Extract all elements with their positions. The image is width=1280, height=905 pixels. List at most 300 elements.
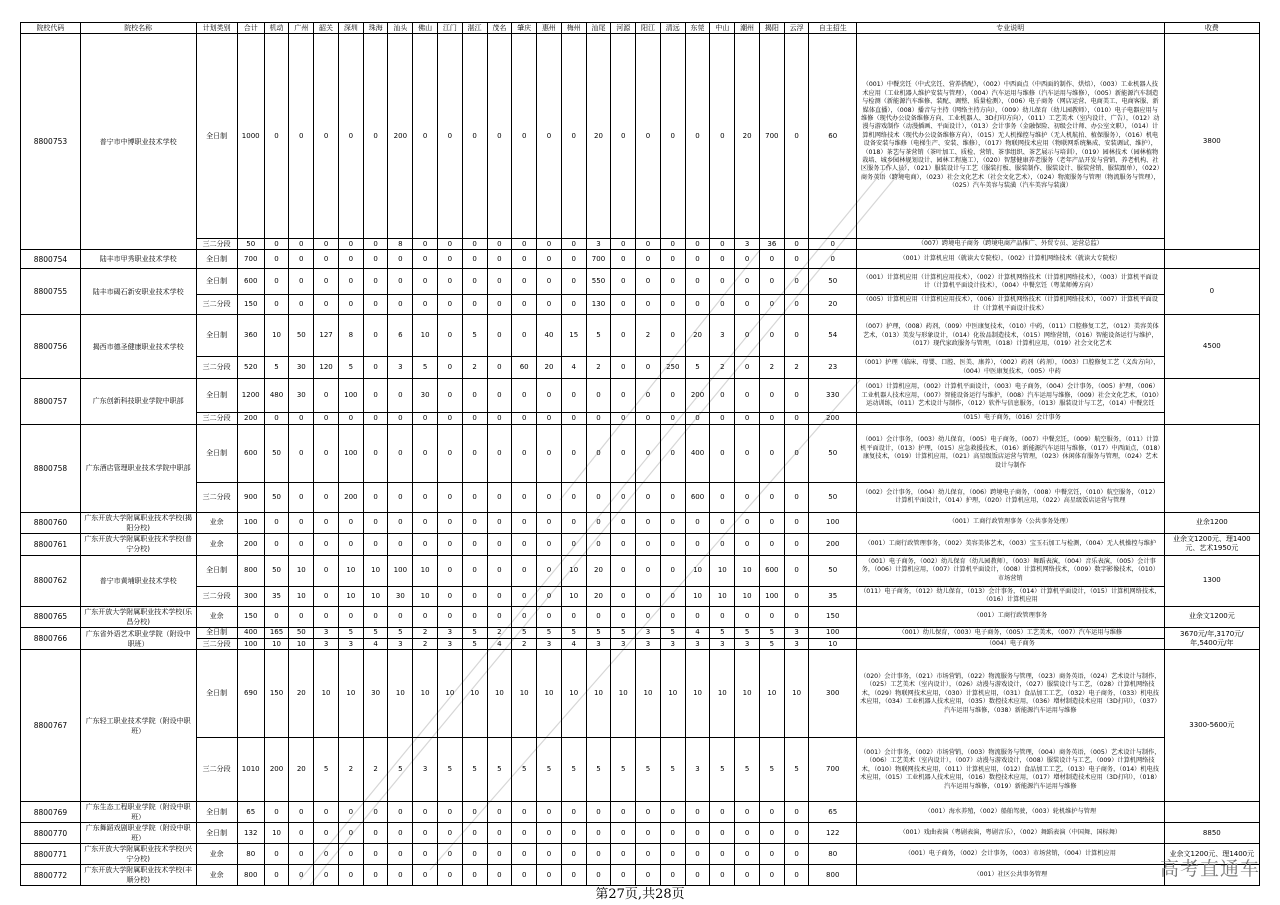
school-code-cell: 8800771 (21, 844, 81, 865)
quota-cell: 480 (264, 379, 289, 413)
school-name-cell: 普宁市中博职业技术学校 (80, 34, 196, 250)
column-header: 汕头 (388, 23, 413, 34)
quota-cell: 10 (413, 315, 438, 357)
quota-cell: 0 (487, 357, 512, 379)
quota-cell: 10 (660, 650, 685, 738)
quota-cell: 0 (363, 512, 388, 533)
quota-cell: 0 (636, 295, 661, 315)
quota-cell: 10 (710, 650, 735, 738)
plan-type-cell: 三二分段 (196, 586, 237, 606)
quota-cell: 2 (512, 639, 537, 650)
fee-cell: 业余文1200元、理1400元、艺术1950元 (1164, 533, 1259, 555)
table-row (21, 533, 1260, 555)
quota-cell: 700 (809, 738, 856, 802)
quota-cell: 0 (462, 844, 487, 865)
quota-cell: 0 (264, 844, 289, 865)
quota-cell: 0 (735, 250, 760, 269)
quota-cell: 10 (363, 586, 388, 606)
quota-cell: 0 (314, 512, 339, 533)
fee-cell (1164, 250, 1259, 269)
column-header: 计划类别 (196, 23, 237, 34)
column-header: 机动 (264, 23, 289, 34)
quota-cell: 0 (611, 357, 636, 379)
quota-cell: 0 (264, 295, 289, 315)
quota-cell: 0 (611, 512, 636, 533)
quota-cell: 0 (512, 844, 537, 865)
quota-cell: 0 (438, 424, 463, 482)
column-header: 湛江 (462, 23, 487, 34)
quota-cell: 0 (388, 865, 413, 886)
quota-cell: 0 (413, 34, 438, 239)
quota-cell: 65 (809, 802, 856, 823)
quota-cell: 3 (586, 239, 611, 250)
quota-cell: 10 (561, 586, 586, 606)
quota-cell: 0 (710, 533, 735, 555)
quota-cell: 100 (237, 639, 264, 650)
quota-cell: 0 (735, 379, 760, 413)
quota-cell: 800 (237, 555, 264, 586)
quota-cell: 0 (685, 34, 710, 239)
quota-cell: 10 (264, 315, 289, 357)
plan-type-cell: 全日制 (196, 315, 237, 357)
quota-cell: 0 (338, 295, 363, 315)
quota-cell: 330 (809, 379, 856, 413)
quota-cell: 0 (314, 533, 339, 555)
quota-cell: 0 (289, 269, 314, 295)
quota-cell: 0 (413, 533, 438, 555)
quota-cell: 600 (685, 482, 710, 512)
quota-cell: 50 (809, 269, 856, 295)
plan-type-cell: 全日制 (196, 34, 237, 239)
table-row (21, 269, 1260, 295)
quota-cell: 200 (809, 533, 856, 555)
quota-cell: 0 (512, 533, 537, 555)
quota-cell: 127 (314, 315, 339, 357)
table-row (21, 639, 1260, 650)
plan-type-cell: 三二分段 (196, 639, 237, 650)
quota-cell: 3 (314, 639, 339, 650)
school-code-cell: 8800756 (21, 315, 81, 379)
quota-cell: 15 (561, 315, 586, 357)
quota-cell: 0 (512, 379, 537, 413)
quota-cell: 0 (561, 533, 586, 555)
quota-cell: 0 (314, 413, 339, 424)
quota-cell: 10 (759, 650, 784, 738)
quota-cell: 690 (237, 650, 264, 738)
quota-cell: 3 (685, 738, 710, 802)
quota-cell: 0 (710, 379, 735, 413)
quota-cell: 3 (314, 627, 339, 638)
quota-cell: 5 (413, 357, 438, 379)
quota-cell: 0 (809, 239, 856, 250)
quota-cell: 0 (413, 865, 438, 886)
quota-cell: 5 (710, 738, 735, 802)
quota-cell: 0 (759, 424, 784, 482)
quota-cell: 0 (289, 865, 314, 886)
quota-cell: 5 (735, 738, 760, 802)
quota-cell: 0 (636, 424, 661, 482)
school-name-cell: 广东开放大学附属职业技术学校(兴宁分校) (80, 844, 196, 865)
quota-cell: 40 (537, 315, 562, 357)
quota-cell: 50 (809, 555, 856, 586)
quota-cell: 0 (512, 250, 537, 269)
quota-cell: 0 (660, 239, 685, 250)
column-header: 河源 (611, 23, 636, 34)
quota-cell: 0 (561, 482, 586, 512)
quota-cell: 10 (685, 650, 710, 738)
quota-cell: 0 (487, 424, 512, 482)
quota-cell: 0 (784, 555, 809, 586)
quota-cell: 0 (338, 34, 363, 239)
quota-cell: 0 (462, 533, 487, 555)
quota-cell: 0 (438, 34, 463, 239)
quota-cell: 0 (264, 802, 289, 823)
quota-cell: 0 (264, 606, 289, 627)
quota-cell: 5 (462, 627, 487, 638)
quota-cell: 0 (611, 586, 636, 606)
quota-cell: 0 (735, 823, 760, 844)
major-description-cell: （001）工商行政管理事务（公共事务处理） (856, 512, 1164, 533)
school-code-cell: 8800753 (21, 34, 81, 250)
fee-cell: 1300 (1164, 555, 1259, 606)
quota-cell: 3 (710, 315, 735, 357)
table-row (21, 250, 1260, 269)
school-code-cell: 8800772 (21, 865, 81, 886)
major-description-cell: （001）海水养殖，（002）船舶驾驶，（003）轮机维护与管理 (856, 802, 1164, 823)
quota-cell: 0 (784, 586, 809, 606)
quota-cell: 30 (363, 650, 388, 738)
quota-cell: 0 (314, 844, 339, 865)
quota-cell: 3 (413, 738, 438, 802)
quota-cell: 0 (561, 250, 586, 269)
quota-cell: 5 (314, 738, 339, 802)
quota-cell: 50 (289, 315, 314, 357)
quota-cell: 0 (314, 295, 339, 315)
quota-cell: 0 (660, 844, 685, 865)
quota-cell: 0 (512, 512, 537, 533)
column-header: 中山 (710, 23, 735, 34)
quota-cell: 0 (561, 844, 586, 865)
quota-cell: 2 (586, 357, 611, 379)
quota-cell: 0 (487, 295, 512, 315)
quota-cell: 0 (561, 34, 586, 239)
quota-cell: 0 (784, 250, 809, 269)
quota-cell: 0 (784, 802, 809, 823)
quota-cell: 0 (710, 424, 735, 482)
column-header: 潮州 (735, 23, 760, 34)
plan-type-cell: 业余 (196, 844, 237, 865)
column-header: 珠海 (363, 23, 388, 34)
quota-cell: 1010 (237, 738, 264, 802)
quota-cell: 0 (759, 802, 784, 823)
quota-cell: 0 (413, 823, 438, 844)
quota-cell: 0 (759, 250, 784, 269)
quota-cell: 0 (784, 34, 809, 239)
quota-cell: 0 (537, 802, 562, 823)
school-code-cell: 8800755 (21, 269, 81, 315)
quota-cell: 0 (388, 295, 413, 315)
quota-cell: 10 (388, 650, 413, 738)
quota-cell: 0 (512, 315, 537, 357)
quota-cell: 0 (735, 533, 760, 555)
quota-cell: 5 (338, 357, 363, 379)
quota-cell: 0 (338, 250, 363, 269)
major-description-cell: （001）计算机应用，（002）计算机平面设计，（003）电子商务，（004）会计事务，（005）护理，（006）工业机器人技术应用，（007）智能设备运行与维护，（008）汽车运用与维修，（009）社会文化艺术，（010）运动训练，（011）艺术设计与制作，（012）软件与信息服务，（013）服装设计与工艺，（014）中餐烹饪 (856, 379, 1164, 413)
plan-type-cell: 业余 (196, 865, 237, 886)
quota-cell: 65 (237, 802, 264, 823)
quota-cell: 10 (512, 650, 537, 738)
quota-cell: 0 (413, 269, 438, 295)
quota-cell: 0 (388, 606, 413, 627)
column-header: 专业说明 (856, 23, 1164, 34)
column-header: 清远 (660, 23, 685, 34)
quota-cell: 0 (462, 34, 487, 239)
quota-cell: 3 (388, 639, 413, 650)
quota-cell: 0 (512, 606, 537, 627)
quota-cell: 2 (710, 357, 735, 379)
quota-cell: 0 (710, 482, 735, 512)
quota-cell: 0 (413, 482, 438, 512)
quota-cell: 0 (660, 424, 685, 482)
quota-cell: 0 (363, 606, 388, 627)
fee-cell (1164, 379, 1259, 424)
quota-cell: 0 (660, 315, 685, 357)
quota-cell: 20 (289, 650, 314, 738)
quota-cell: 0 (537, 482, 562, 512)
quota-cell: 5 (586, 738, 611, 802)
quota-cell: 0 (660, 802, 685, 823)
quota-cell: 0 (685, 269, 710, 295)
quota-cell: 5 (561, 738, 586, 802)
quota-cell: 20 (685, 315, 710, 357)
major-description-cell: （001）中餐烹饪（中式烹饪、营养搭配），（002）中西面点（中西面的制作、烘焙），（003）工业机器人技术应用（工业机器人维护安装与管理），（004）汽车运用与维修（汽车运用与维修），（005）新能源汽车制造与检测（新能源汽车维修、装配、调整、质量检测），（006）电子商务（网店运营、电商美工、电商客服、新媒体直播），（008）播音与主持（网络主持方向），（009）幼儿保育（幼儿园教师），（010）电子电器应用与维修（现代办公设备维修方向、工业机器人、3D打印方向），（011）工艺美术（室内设计、广告），（012）动漫与游戏制作（动漫插画、平面设计），（013）会计事务（金融保险、初级会计师、办公室文职），（014）计算机网络技术（现代办公设备维修方向），（015）无人机操控与维护（无人机航拍、植保服务），（016）机电设备安装与维修（电梯生产、安装、维修），（017）物联网技术应用（物联网系统集成、安装调试、维护），（018）茶艺与茶营销（茶叶加工、质检、营销、茶事组织、茶艺展示与培训），（019）园林技术（园林植物栽培、城乡园林规划设计、园林工程施工），（020）智慧健康养老服务（老年产品开发与营销、养老机构、社区服务工作人员），（021）服装设计与工艺（服装打板、服装制作、服装设计、服装营销、服装跟单），（022）商务英语（跨境电商），（023）社会文化艺术（社会文化艺术），（024）物流服务与管理（物流服务与管理），（025）汽车美容与装潢（汽车美容与装潢） (856, 34, 1164, 239)
school-name-cell: 陆丰市碣石新安职业技术学校 (80, 269, 196, 315)
quota-cell: 0 (636, 482, 661, 512)
plan-type-cell: 全日制 (196, 650, 237, 738)
quota-cell: 0 (685, 606, 710, 627)
quota-cell: 0 (363, 844, 388, 865)
quota-cell: 0 (784, 823, 809, 844)
quota-cell: 0 (512, 865, 537, 886)
quota-cell: 0 (388, 533, 413, 555)
quota-cell: 0 (487, 606, 512, 627)
quota-cell: 0 (462, 379, 487, 413)
quota-cell: 0 (289, 802, 314, 823)
plan-type-cell: 三二分段 (196, 482, 237, 512)
quota-cell: 0 (784, 424, 809, 482)
quota-cell: 0 (264, 34, 289, 239)
plan-type-cell: 业余 (196, 512, 237, 533)
quota-cell: 0 (438, 606, 463, 627)
quota-cell: 0 (710, 844, 735, 865)
quota-cell: 0 (338, 606, 363, 627)
admissions-table (20, 22, 1260, 886)
quota-cell: 122 (809, 823, 856, 844)
quota-cell: 300 (809, 650, 856, 738)
plan-type-cell: 三二分段 (196, 239, 237, 250)
quota-cell: 0 (537, 512, 562, 533)
quota-cell: 0 (289, 606, 314, 627)
school-code-cell: 8800762 (21, 555, 81, 606)
quota-cell: 0 (735, 606, 760, 627)
quota-cell: 400 (237, 627, 264, 638)
quota-cell: 2 (413, 627, 438, 638)
quota-cell: 0 (735, 424, 760, 482)
quota-cell: 0 (611, 823, 636, 844)
quota-cell: 0 (388, 413, 413, 424)
quota-cell: 0 (710, 295, 735, 315)
quota-cell: 0 (537, 823, 562, 844)
quota-cell: 0 (388, 844, 413, 865)
quota-cell: 0 (264, 512, 289, 533)
quota-cell: 0 (462, 802, 487, 823)
quota-cell: 0 (586, 512, 611, 533)
quota-cell: 0 (611, 424, 636, 482)
quota-cell: 0 (784, 606, 809, 627)
quota-cell: 0 (611, 802, 636, 823)
quota-cell: 0 (611, 533, 636, 555)
quota-cell: 0 (487, 250, 512, 269)
column-header: 院校名称 (80, 23, 196, 34)
quota-cell: 50 (809, 482, 856, 512)
quota-cell: 0 (735, 802, 760, 823)
quota-cell: 10 (363, 555, 388, 586)
plan-type-cell: 全日制 (196, 555, 237, 586)
quota-cell: 2 (462, 357, 487, 379)
quota-cell: 5 (512, 627, 537, 638)
table-row (21, 802, 1260, 823)
school-name-cell: 广东酒店管理职业技术学院中职部 (80, 424, 196, 512)
quota-cell: 3 (586, 639, 611, 650)
quota-cell: 0 (413, 250, 438, 269)
quota-cell: 0 (487, 379, 512, 413)
quota-cell: 0 (735, 482, 760, 512)
column-header: 收费 (1164, 23, 1259, 34)
quota-cell: 0 (413, 512, 438, 533)
quota-cell: 20 (586, 555, 611, 586)
quota-cell: 10 (462, 650, 487, 738)
quota-cell: 50 (264, 482, 289, 512)
quota-cell: 0 (759, 379, 784, 413)
quota-cell: 0 (314, 482, 339, 512)
quota-cell: 0 (537, 586, 562, 606)
quota-cell: 0 (735, 865, 760, 886)
quota-cell: 100 (388, 555, 413, 586)
table-row (21, 482, 1260, 512)
quota-cell: 0 (363, 802, 388, 823)
quota-cell: 20 (809, 295, 856, 315)
quota-cell: 600 (759, 555, 784, 586)
quota-cell: 8 (388, 239, 413, 250)
quota-cell: 0 (512, 482, 537, 512)
school-code-cell: 8800769 (21, 802, 81, 823)
major-description-cell: （001）工商行政管理事务 (856, 606, 1164, 627)
quota-cell: 10 (685, 555, 710, 586)
quota-cell: 10 (338, 586, 363, 606)
quota-cell: 4 (561, 357, 586, 379)
quota-cell: 80 (237, 844, 264, 865)
quota-cell: 50 (809, 424, 856, 482)
quota-cell: 10 (413, 586, 438, 606)
quota-cell: 0 (388, 250, 413, 269)
quota-cell: 0 (561, 802, 586, 823)
quota-cell: 0 (487, 239, 512, 250)
quota-cell: 0 (660, 823, 685, 844)
school-code-cell: 8800760 (21, 512, 81, 533)
quota-cell: 10 (710, 555, 735, 586)
quota-cell: 30 (289, 357, 314, 379)
major-description-cell: （001）会计事务，（003）幼儿保育，（005）电子商务，（007）中餐烹饪，（009）航空服务，（011）计算机平面设计，（013）护理，（015）应急救援技术，（016）新能源汽车运用与维修，（017）中西面点，（018）康复技术，（019）计算机应用，（021）高星级饭店运营与管理，（023）休闲体育服务与管理，（024）艺术设计与制作 (856, 424, 1164, 482)
quota-cell: 0 (512, 239, 537, 250)
quota-cell: 4 (685, 627, 710, 638)
column-header: 惠州 (537, 23, 562, 34)
quota-cell: 0 (685, 250, 710, 269)
quota-cell: 0 (314, 802, 339, 823)
quota-cell: 0 (438, 269, 463, 295)
quota-cell: 0 (289, 295, 314, 315)
table-row (21, 239, 1260, 250)
quota-cell: 0 (537, 844, 562, 865)
quota-cell: 10 (561, 650, 586, 738)
school-name-cell: 陆丰市甲秀职业技术学校 (80, 250, 196, 269)
quota-cell: 0 (611, 865, 636, 886)
quota-cell: 0 (487, 413, 512, 424)
table-row (21, 650, 1260, 738)
quota-cell: 10 (735, 555, 760, 586)
quota-cell: 5 (660, 627, 685, 638)
plan-type-cell: 业余 (196, 533, 237, 555)
quota-cell: 0 (710, 250, 735, 269)
quota-cell: 5 (759, 627, 784, 638)
quota-cell: 10 (289, 555, 314, 586)
school-name-cell: 广东轻工职业技术学院（附设中职班） (80, 650, 196, 802)
quota-cell: 0 (438, 555, 463, 586)
quota-cell: 200 (388, 34, 413, 239)
quota-cell: 0 (784, 379, 809, 413)
quota-cell: 0 (735, 512, 760, 533)
quota-cell: 0 (759, 413, 784, 424)
quota-cell: 0 (388, 424, 413, 482)
quota-cell: 0 (537, 34, 562, 239)
quota-cell: 0 (438, 844, 463, 865)
quota-cell: 0 (759, 606, 784, 627)
quota-cell: 0 (611, 482, 636, 512)
quota-cell: 0 (438, 512, 463, 533)
quota-cell: 200 (685, 379, 710, 413)
quota-cell: 10 (809, 639, 856, 650)
school-name-cell: 普宁市黄埔职业技术学校 (80, 555, 196, 606)
quota-cell: 20 (289, 738, 314, 802)
quota-cell: 0 (314, 823, 339, 844)
quota-cell: 100 (237, 512, 264, 533)
quota-cell: 0 (784, 239, 809, 250)
quota-cell: 0 (611, 269, 636, 295)
quota-cell: 0 (710, 865, 735, 886)
quota-cell: 0 (438, 865, 463, 886)
quota-cell: 0 (759, 482, 784, 512)
quota-cell: 50 (264, 555, 289, 586)
quota-cell: 0 (759, 533, 784, 555)
major-description-cell: （004）电子商务 (856, 639, 1164, 650)
quota-cell: 0 (314, 239, 339, 250)
school-code-cell: 8800758 (21, 424, 81, 512)
quota-cell: 0 (363, 34, 388, 239)
quota-cell: 0 (561, 865, 586, 886)
quota-cell: 0 (561, 424, 586, 482)
plan-type-cell: 全日制 (196, 627, 237, 638)
page-footer: 第27页,共28页 (595, 887, 685, 902)
quota-cell: 0 (685, 865, 710, 886)
